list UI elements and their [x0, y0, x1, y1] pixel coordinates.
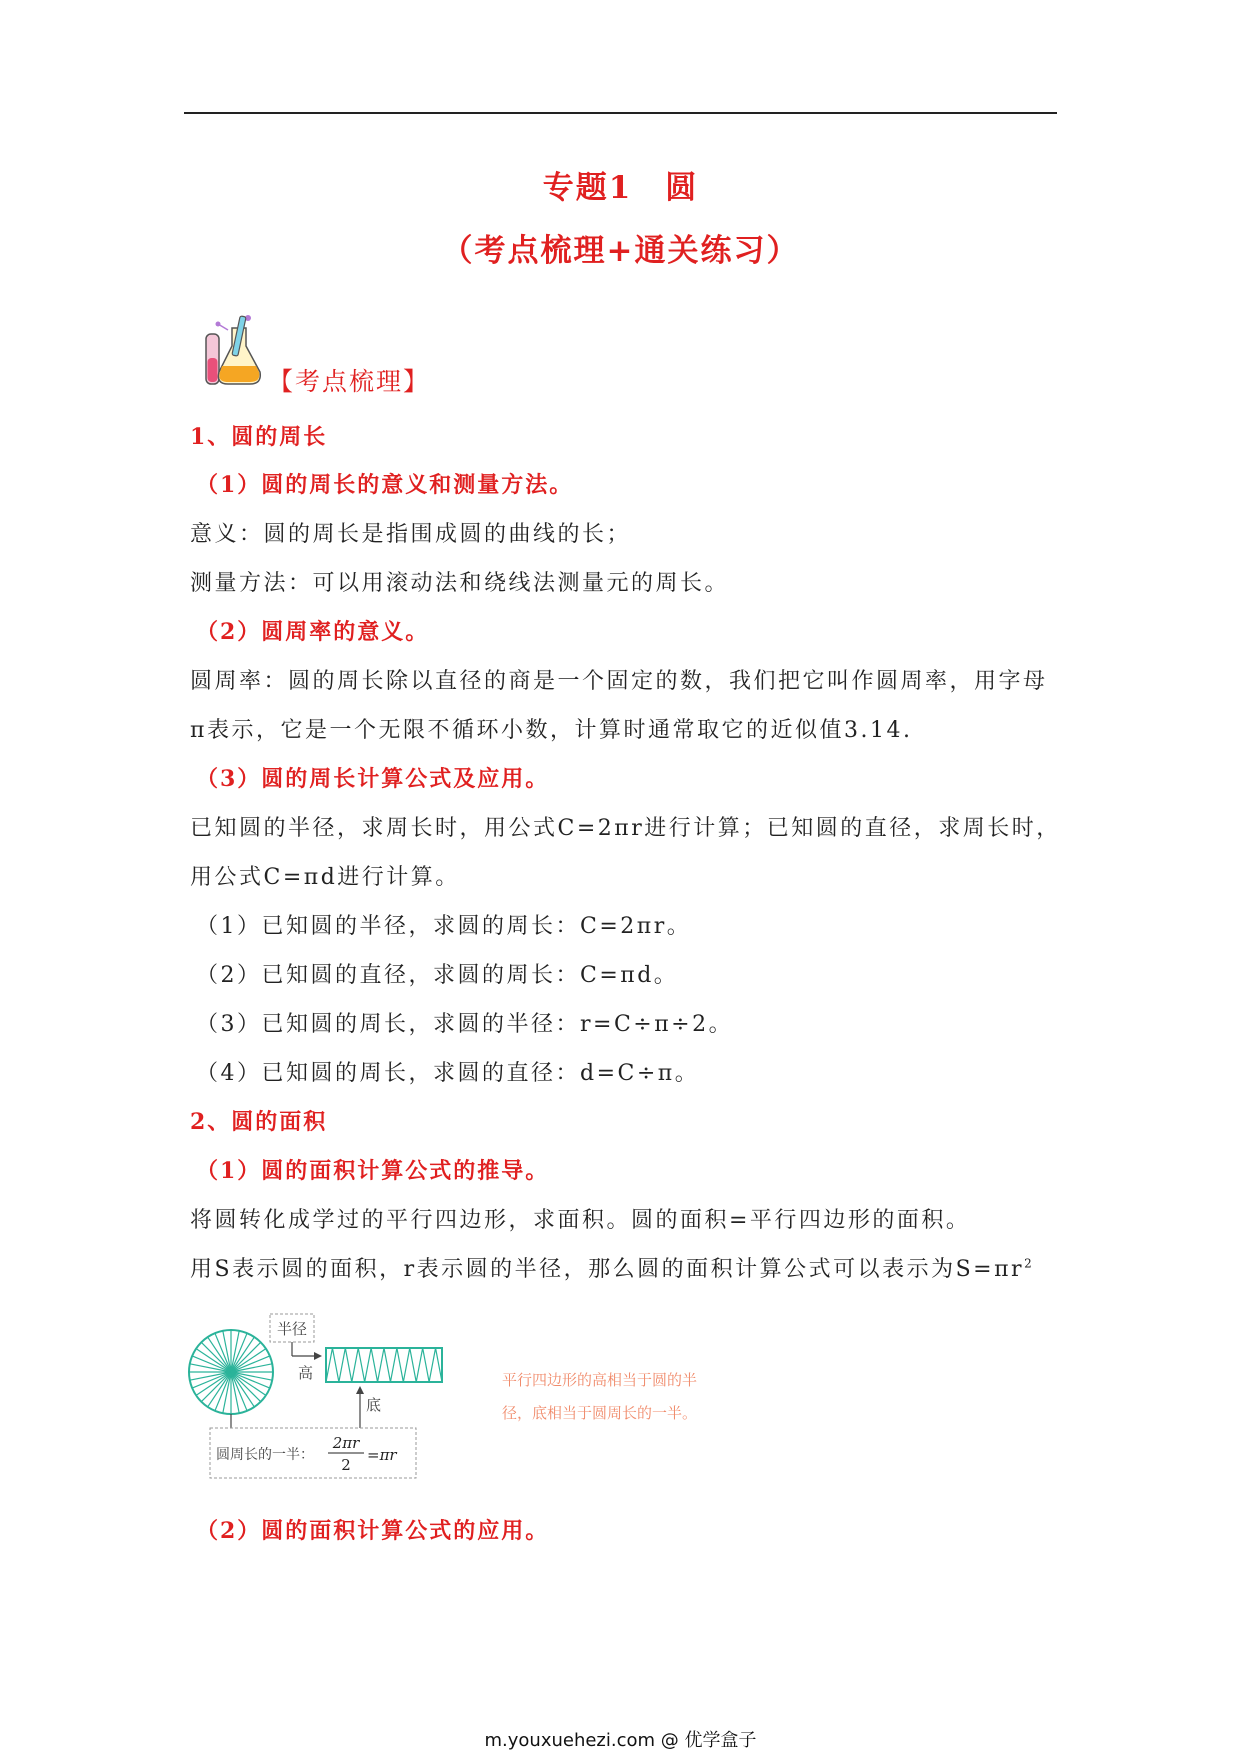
parallelogram-strip [326, 1348, 442, 1382]
formula-item: （4）已知圆的周长，求圆的直径：d=C÷π。 [196, 1061, 700, 1086]
text-line: 意义：圆的周长是指围成圆的曲线的长； [190, 522, 632, 547]
exponent: 2 [1024, 1256, 1035, 1271]
section-heading-circumference: 1、圆的周长 [190, 424, 328, 450]
formula-item: （2）已知圆的直径，求圆的周长：C=πd。 [196, 963, 679, 988]
fraction-result: =πr [367, 1446, 397, 1464]
subheading-meaning: （1）圆的周长的意义和测量方法。 [196, 472, 574, 498]
label-radius: 半径 [276, 1320, 308, 1338]
sliced-circle [189, 1330, 273, 1414]
text-line: π表示，它是一个无限不循环小数，计算时通常取它的近似值3.14. [190, 718, 913, 743]
text-line: 将圆转化成学过的平行四边形，求面积。圆的面积=平行四边形的面积。 [190, 1208, 971, 1233]
subheading-pi: （2）圆周率的意义。 [196, 619, 430, 645]
area-derivation-diagram [186, 1310, 766, 1500]
label-half-circumference: 圆周长的一半： [216, 1447, 314, 1463]
diagram-note-line: 平行四边形的高相当于圆的半 [502, 1371, 698, 1389]
text-line: 圆周率：圆的周长除以直径的商是一个固定的数，我们把它叫作圆周率，用字母 [190, 669, 1048, 694]
half-circumference-box [210, 1428, 416, 1478]
section-heading-area: 2、圆的面积 [190, 1109, 328, 1135]
text-line: 已知圆的半径，求周长时，用公式C=2πr进行计算；已知圆的直径，求周长时， [190, 816, 1061, 841]
diagram-note-line: 径，底相当于圆周长的一半。 [502, 1404, 698, 1422]
section-badge: 【考点梳理】 [268, 367, 431, 396]
text-line: 测量方法：可以用滚动法和绕线法测量元的周长。 [190, 571, 730, 596]
label-height: 高 [298, 1364, 314, 1382]
formula-item: （1）已知圆的半径，求圆的周长：C=2πr。 [196, 914, 692, 939]
page-title: 专题1 圆 [542, 170, 699, 206]
page-subtitle: （考点梳理+通关练习） [441, 233, 800, 269]
radius-box [270, 1314, 314, 1342]
text-line [190, 1252, 1034, 1283]
top-rule [184, 112, 1057, 114]
subheading-derivation: （1）圆的面积计算公式的推导。 [196, 1158, 550, 1184]
area-formula-text: 用S表示圆的面积，r表示圆的半径，那么圆的面积计算公式可以表示为S=πr [190, 1257, 1025, 1282]
footer-text: m.youxuehezi.com @ 优学盒子 [484, 1730, 757, 1751]
label-base: 底 [366, 1396, 382, 1414]
fraction-denominator: 2 [341, 1456, 351, 1474]
subheading-application: （2）圆的面积计算公式的应用。 [196, 1518, 550, 1544]
fraction-numerator: 2πr [332, 1434, 360, 1452]
subheading-formula: （3）圆的周长计算公式及应用。 [196, 766, 550, 792]
text-line: 用公式C=πd进行计算。 [190, 865, 460, 890]
formula-item: （3）已知圆的周长，求圆的半径：r=C÷π÷2。 [196, 1012, 734, 1037]
flask-icon [204, 310, 264, 390]
